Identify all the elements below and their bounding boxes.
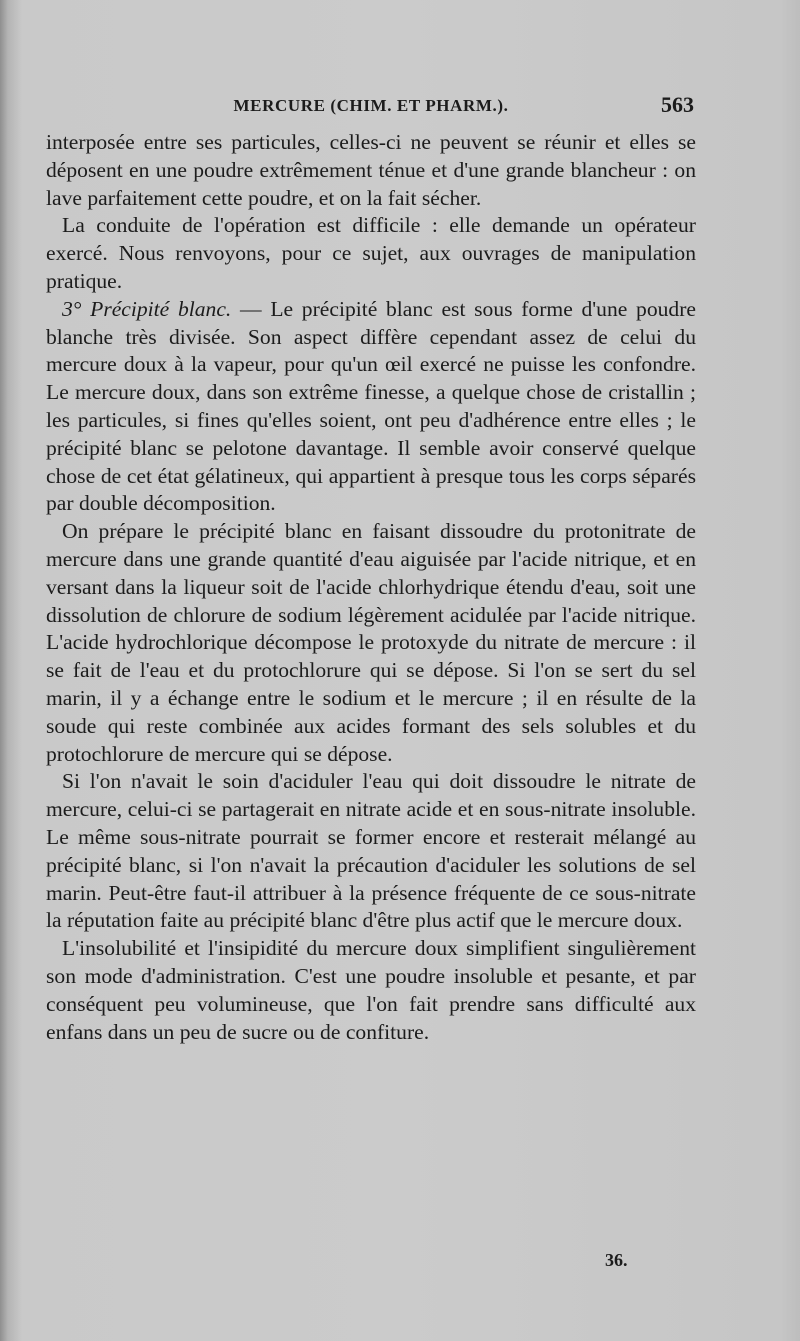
running-head: MERCURE (CHIM. ET PHARM.). (233, 96, 509, 115)
body-text (46, 129, 696, 1046)
page-number: 563 (661, 92, 694, 117)
paragraph-5-text: Si l'on n'avait le soin d'aciduler l'eau qui doit dissoudre le nitrate de mercure, celui-ci se partagerait en nitrate acide et en sous-nitrate insoluble. Le même sous-nitrate pourrait se former encore et resterait mélangé au précipité blanc, si l'on n'avait la précaution d'aciduler les solutions de sel marin. Peut-être faut-il attribuer à la présence fréquente de ce sous-nitrate la réputation faite au précipité blanc d'être plus actif que le mercure doux. (46, 769, 696, 933)
paragraph-3-text: — Le précipité blanc est sous forme d'une poudre blanche très divisée. Son aspect diffère cependant assez de celui du mercure doux à la vapeur, pour qu'un œil exercé ne puisse les confondre. Le mercure doux, dans son extrême finesse, a quelque chose de cristallin ; les particules, si fines qu'elles soient, ont peu d'adhérence entre elles ; le précipité blanc se pelotone davantage. Il semble avoir conservé quelque chose de cet état gélatineux, qui appartient à presque tous les corps séparés par double décomposition. (46, 296, 697, 516)
paragraph-4 (46, 518, 696, 768)
paragraph-4-text: On prépare le précipité blanc en faisant dissoudre du protonitrate de mercure dans une grande quantité d'eau aiguisée par l'acide nitrique, et en versant dans la liqueur soit de l'acide chlorhydrique étendu d'eau, soit une dissolution de chlorure de sodium légèrement acidulée par l'acide nitrique. L'acide hydrochlorique décompose le protoxyde du nitrate de mercure : il se fait de l'eau et du protochlorure qui se dépose. Si l'on se sert du sel marin, il y a échange entre le sodium et le mercure ; il en résulte de la soude qui reste combinée aux acides formant des sels solubles et du protochlorure de mercure qui se dépose. (46, 519, 696, 766)
paragraph-5 (46, 768, 696, 935)
paragraph-6 (46, 935, 696, 1046)
paragraph-6-text: L'insolubilité et l'insipidité du mercure doux simplifient singulièrement son mode d'administration. C'est une poudre insoluble et pesante, et par conséquent peu volumineuse, que l'on fait prendre sans difficulté aux enfans dans un peu de sucre ou de confiture. (46, 936, 696, 1044)
paragraph-1 (46, 129, 696, 212)
section-label-precipite-blanc: 3° Précipité blanc. (62, 296, 232, 321)
page-header (46, 92, 696, 122)
paragraph-3 (46, 296, 696, 518)
paragraph-2 (46, 212, 696, 295)
paragraph-1-text: interposée entre ses particules, celles-ci ne peuvent se réunir et elles se déposent en une poudre extrêmement ténue et d'une grande blancheur : on lave parfaitement cette poudre, et on la fait sécher. (46, 130, 696, 210)
paragraph-2-text: La conduite de l'opération est difficile : elle demande un opérateur exercé. Nous renvoyons, pour ce sujet, aux ouvrages de manipulation pratique. (46, 213, 696, 293)
signature-mark: 36. (605, 1250, 628, 1270)
